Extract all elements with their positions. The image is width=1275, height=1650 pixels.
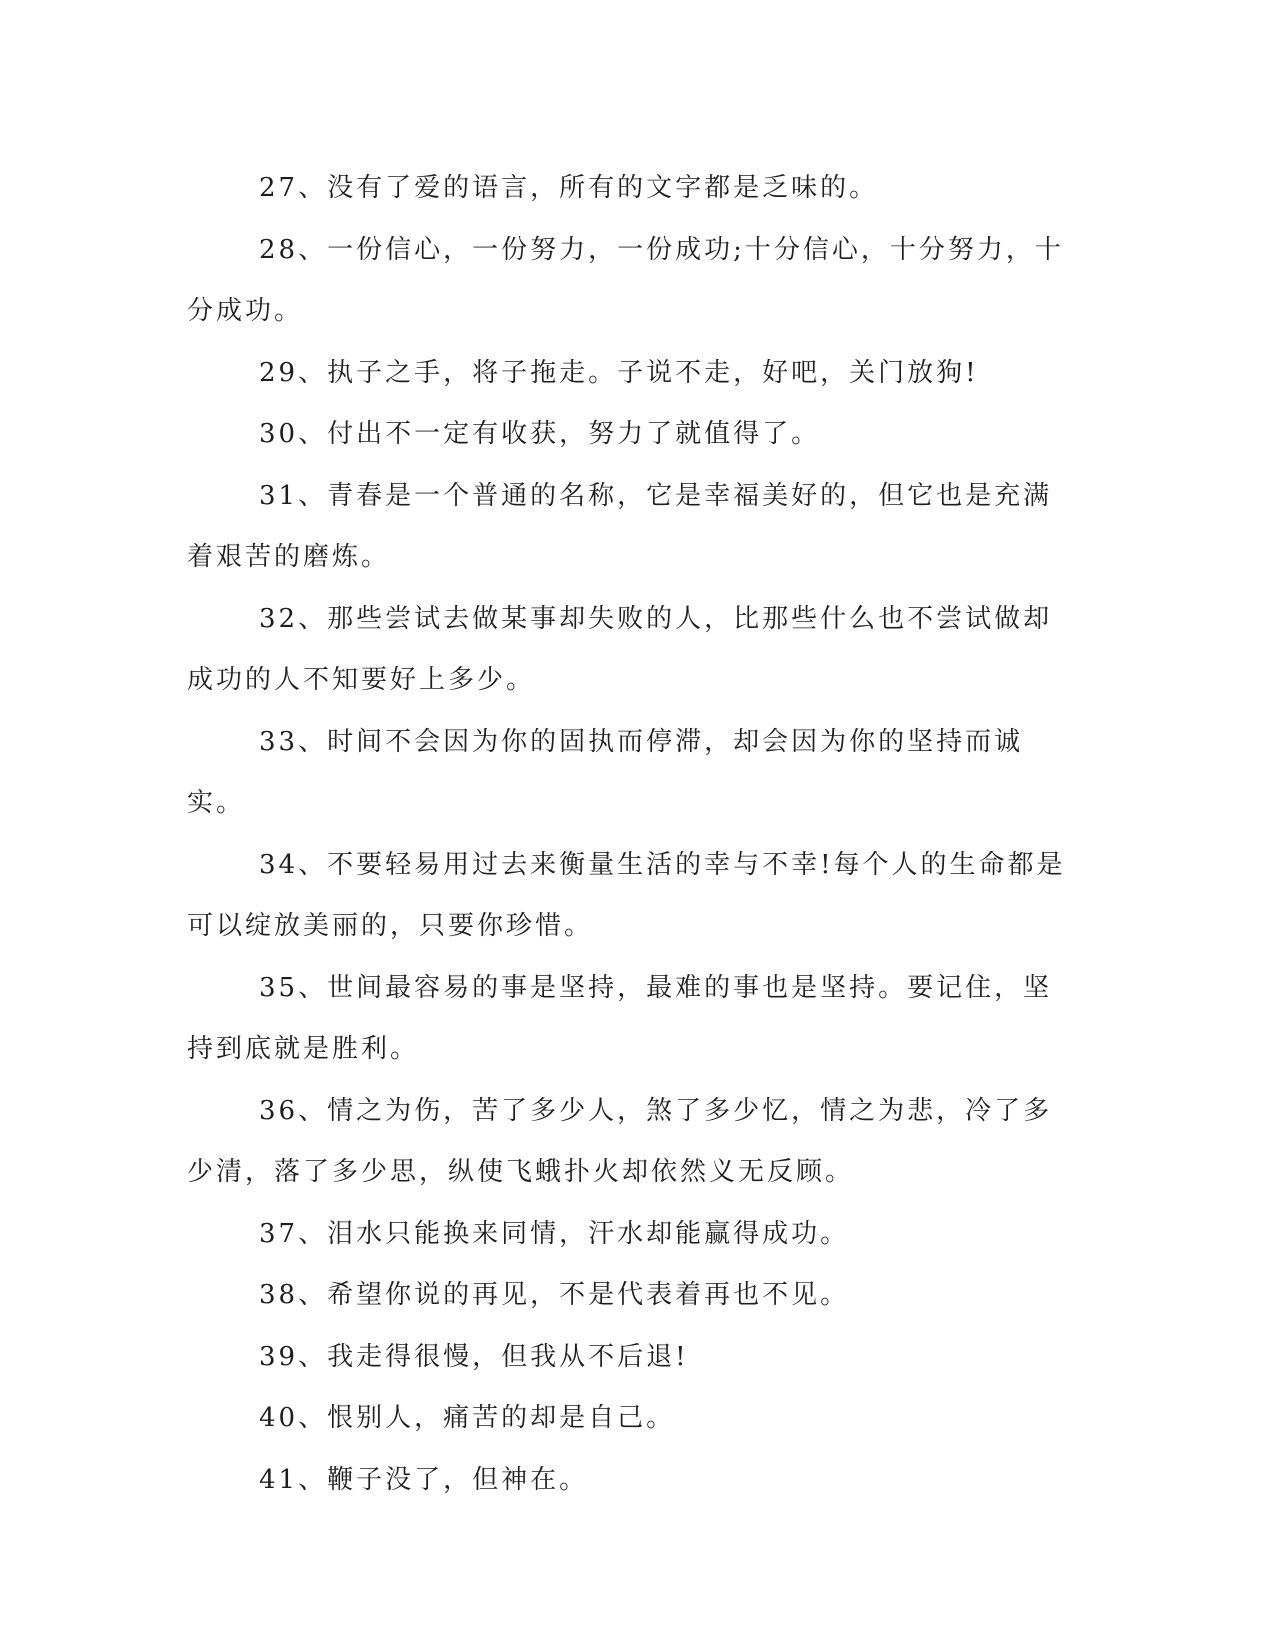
paragraph-41: 41、鞭子没了，但神在。 bbox=[259, 1464, 589, 1495]
paragraph-29: 29、执子之手，将子拖走。子说不走，好吧，关门放狗! bbox=[259, 357, 979, 388]
paragraph-40: 40、恨别人，痛苦的却是自己。 bbox=[259, 1403, 676, 1433]
document-body bbox=[187, 158, 1075, 1511]
paragraph-33: 33、时间不会因为你的固执而停滞，却会因为你的坚持而诚实。 bbox=[187, 726, 1024, 818]
paragraph-39: 39、我走得很慢，但我从不后退! bbox=[259, 1341, 689, 1372]
paragraph-28: 28、一份信心，一份努力，一份成功;十分信心，十分努力，十分成功。 bbox=[187, 234, 1064, 326]
paragraph-38: 38、希望你说的再见，不是代表着再也不见。 bbox=[259, 1280, 850, 1310]
paragraph-37: 37、泪水只能换来同情，汗水却能赢得成功。 bbox=[259, 1218, 850, 1249]
paragraph-31: 31、青春是一个普通的名称，它是幸福美好的，但它也是充满着艰苦的磨炼。 bbox=[187, 480, 1053, 572]
paragraph-27: 27、没有了爱的语言，所有的文字都是乏味的。 bbox=[259, 173, 879, 203]
paragraph-35: 35、世间最容易的事是坚持，最难的事也是坚持。要记住，坚持到底就是胜利。 bbox=[187, 972, 1053, 1064]
paragraph-32: 32、那些尝试去做某事却失败的人，比那些什么也不尝试做却成功的人不知要好上多少。 bbox=[187, 603, 1053, 695]
paragraph-36: 36、情之为伤，苦了多少人，煞了多少忆，情之为悲，冷了多少清，落了多少思，纵使飞蛾扑火却依然义无反顾。 bbox=[187, 1095, 1053, 1187]
paragraph-30: 30、付出不一定有收获，努力了就值得了。 bbox=[259, 419, 821, 449]
paragraph-34: 34、不要轻易用过去来衡量生活的幸与不幸!每个人的生命都是可以绽放美丽的，只要你珍惜。 bbox=[187, 849, 1066, 941]
